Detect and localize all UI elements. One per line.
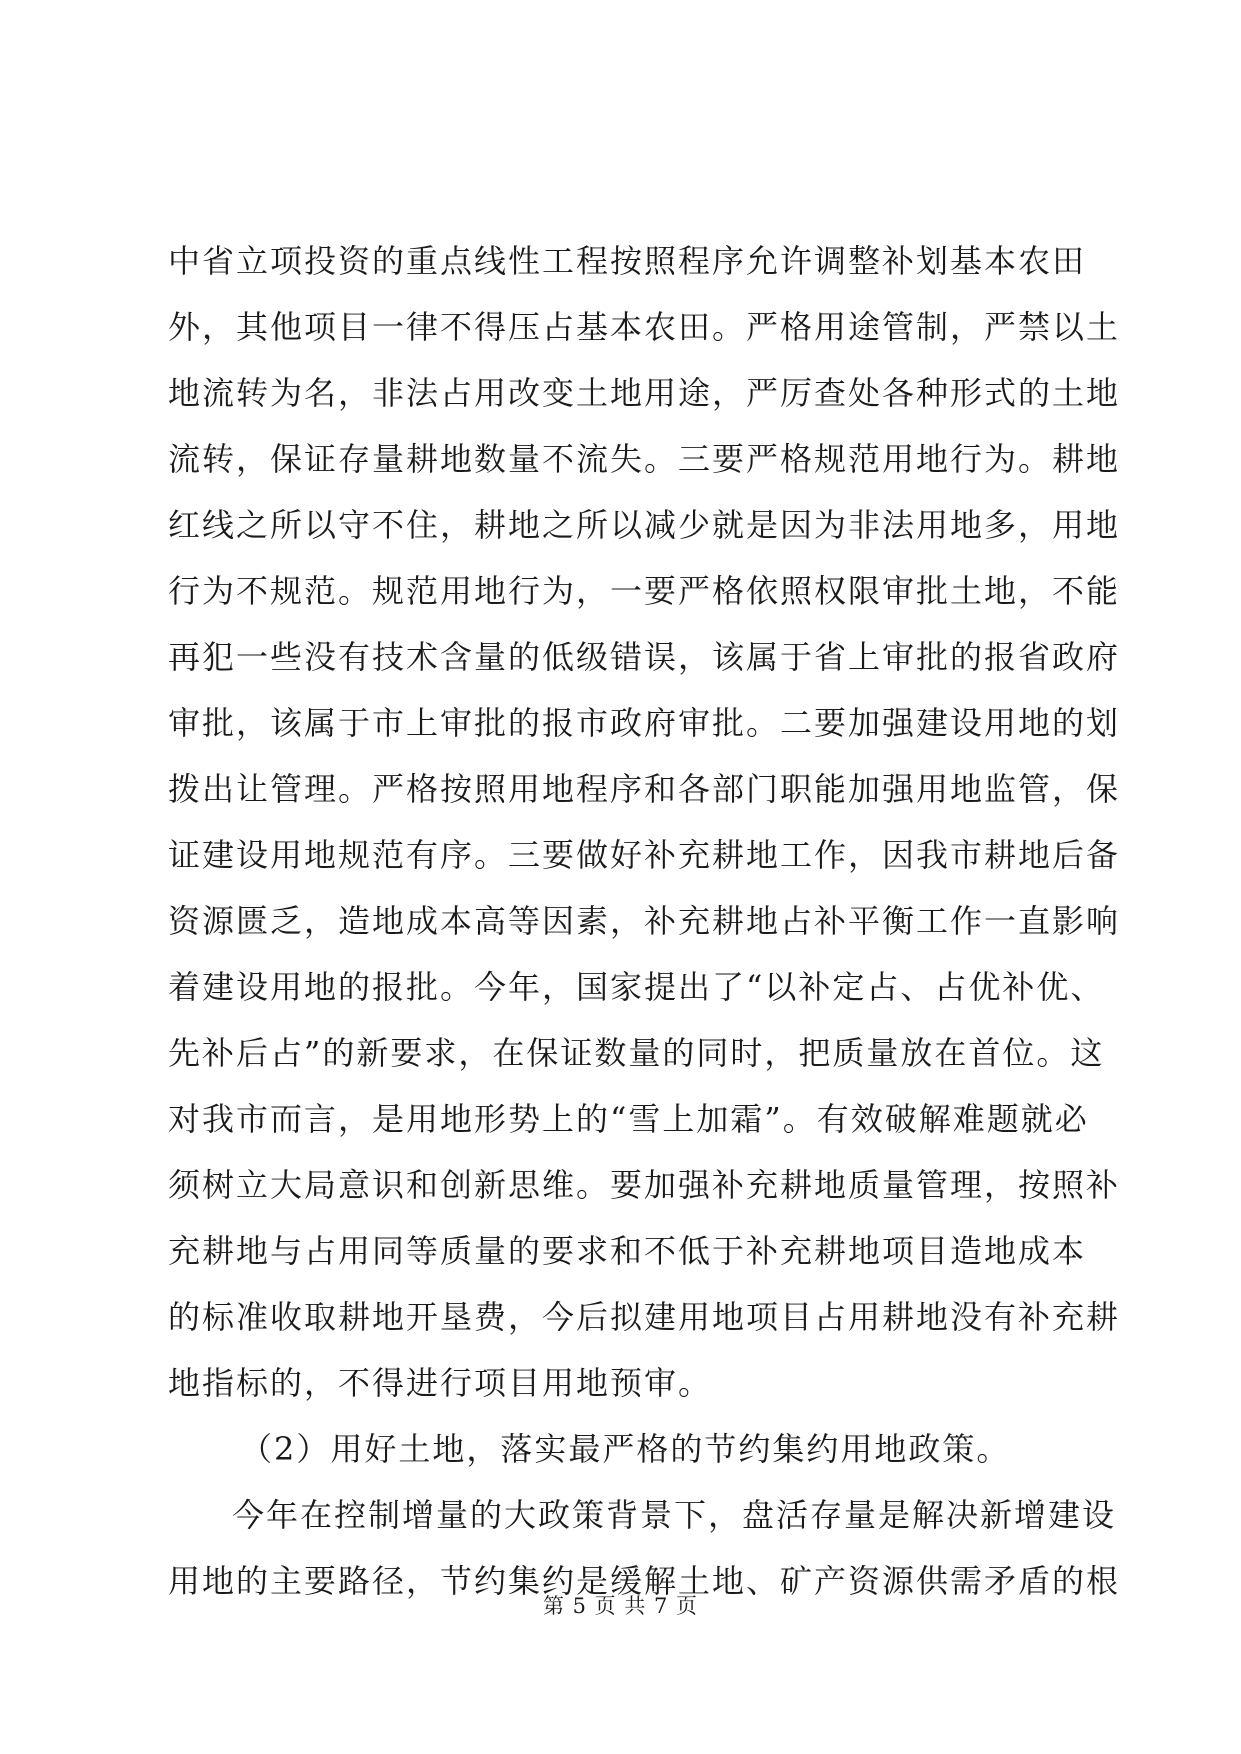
text-line: 流转，保证存量耕地数量不流失。三要严格规范用地行为。耕地 [168, 440, 1121, 478]
text-line: 对我市而言，是用地形势上的“雪上加霜”。有效破解难题就必 [168, 1100, 1089, 1138]
text-line: 外，其他项目一律不得压占基本农田。严格用途管制，严禁以土 [168, 308, 1121, 346]
text-line: 地指标的，不得进行项目用地预审。 [168, 1364, 713, 1402]
text-line: 再犯一些没有技术含量的低级错误，该属于省上审批的报省政府 [168, 638, 1121, 676]
text-line: 的标准收取耕地开垦费，今后拟建用地项目占用耕地没有补充耕 [168, 1298, 1121, 1336]
page-number-footer: 第 5 页 共 7 页 [542, 1594, 699, 1618]
text-line: 资源匮乏，造地成本高等因素，补充耕地占补平衡工作一直影响 [168, 902, 1121, 940]
text-line: 今年在控制增量的大政策背景下，盘活存量是解决新增建设 [232, 1496, 1117, 1534]
text-line: 充耕地与占用同等质量的要求和不低于补充耕地项目造地成本 [168, 1232, 1087, 1270]
text-line: 审批，该属于市上审批的报市政府审批。二要加强建设用地的划 [168, 704, 1121, 742]
section-subheading: （2）用好土地，落实最严格的节约集约用地政策。 [240, 1430, 1011, 1468]
text-line: 证建设用地规范有序。三要做好补充耕地工作，因我市耕地后备 [168, 836, 1121, 874]
text-line: 地流转为名，非法占用改变土地用途，严厉查处各种形式的土地 [168, 374, 1121, 412]
text-line: 着建设用地的报批。今年，国家提出了“以补定占、占优补优、 [168, 968, 1105, 1006]
text-line: 先补后占”的新要求，在保证数量的同时，把质量放在首位。这 [168, 1034, 1105, 1072]
text-line: 行为不规范。规范用地行为，一要严格依照权限审批土地，不能 [168, 572, 1121, 610]
document-body [168, 228, 1121, 1614]
text-line: 中省立项投资的重点线性工程按照程序允许调整补划基本农田 [168, 242, 1087, 280]
text-line: 红线之所以守不住，耕地之所以减少就是因为非法用地多，用地 [168, 506, 1121, 544]
text-line: 须树立大局意识和创新思维。要加强补充耕地质量管理，按照补 [168, 1166, 1121, 1204]
text-line: 拨出让管理。严格按照用地程序和各部门职能加强用地监管，保 [168, 770, 1121, 808]
text-line: 用地的主要路径，节约集约是缓解土地、矿产资源供需矛盾的根 [168, 1562, 1121, 1600]
